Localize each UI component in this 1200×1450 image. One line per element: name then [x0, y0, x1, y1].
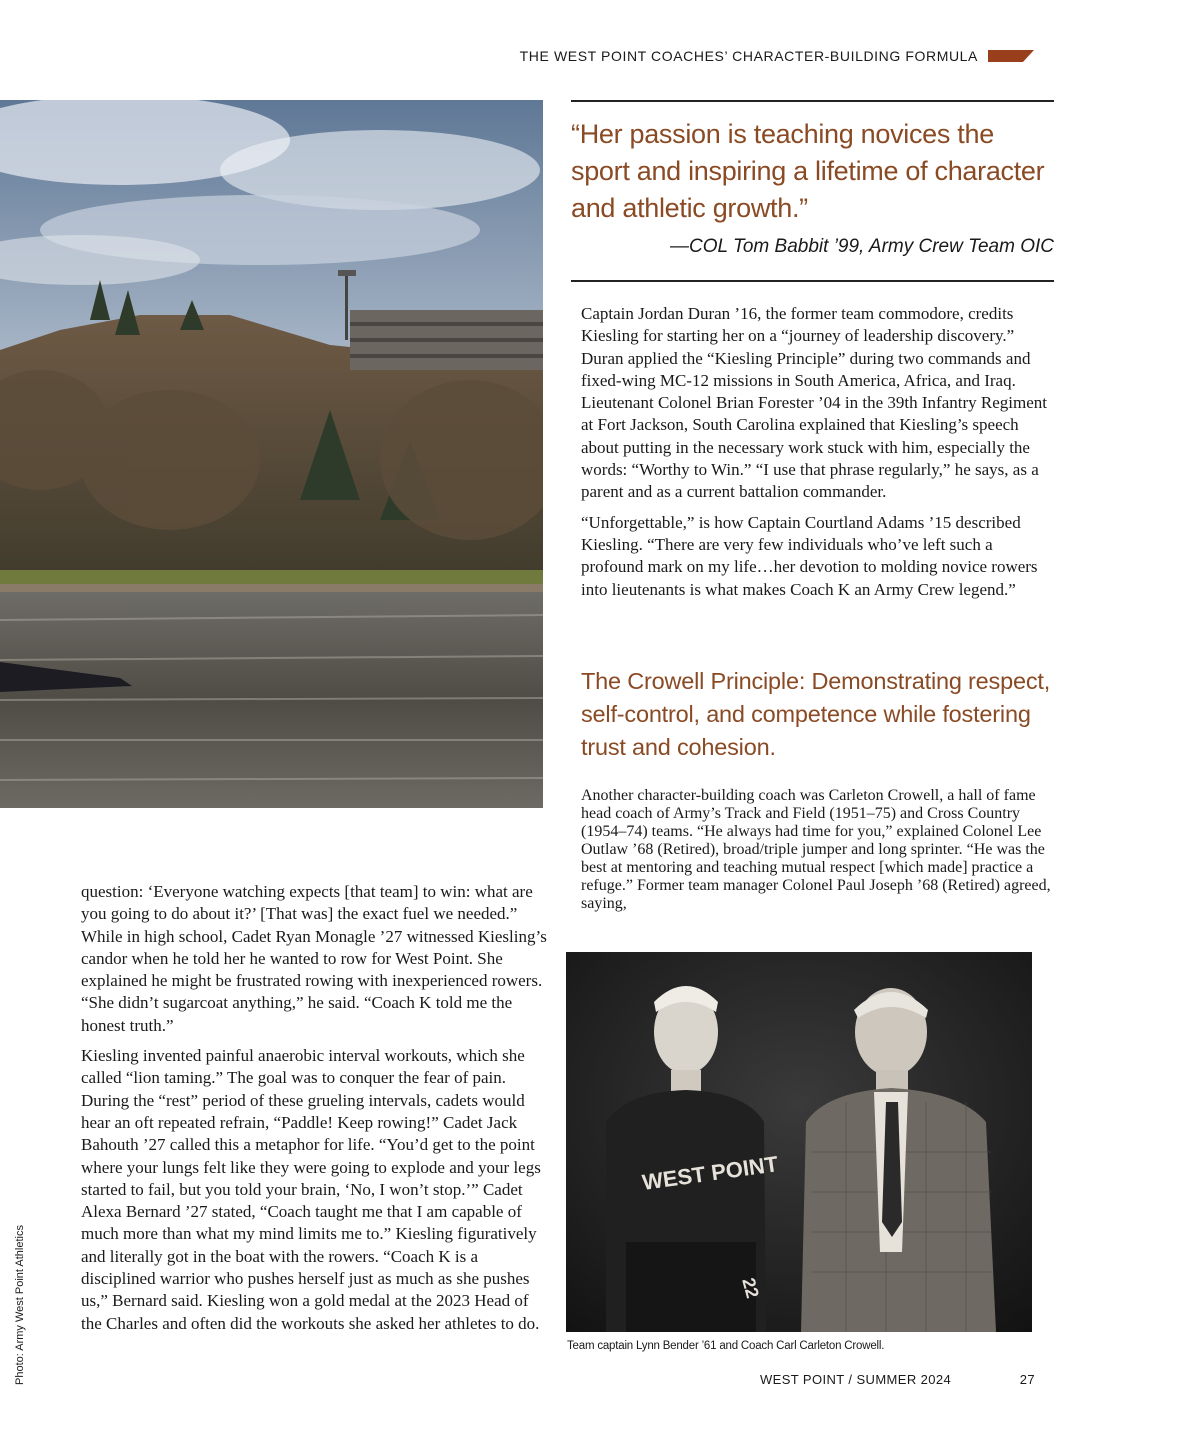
- pull-quote-attribution: —COL Tom Babbit ’99, Army Crew Team OIC: [670, 236, 1054, 257]
- rowing-river-photo: [0, 100, 543, 808]
- pull-quote: [571, 100, 1054, 282]
- paragraph: Another character-building coach was Carleton Crowell, a hall of fame head coach of Army’s Track and Field (1951–75) and Cross Country (1954–74) teams. “He always had time for you,” explained Colonel Lee Outlaw ’68 (Retired), broad/triple jumper and long sprinter. “He was the best at mentoring and teaching mutual respect [which made] practice a refuge.” Former team manager Colonel Paul Joseph ’68 (Retired) agreed, saying,: [581, 787, 1051, 912]
- paragraph: Kiesling invented painful anaerobic interval workouts, which she called “lion taming.” The goal was to conquer the fear of pain. During the “rest” period of these grueling intervals, cadets would hear an oft repeated refrain, “Paddle! Keep rowing!” Cadet Jack Bahouth ’27 called this a metaphor for life. “You’d get to the point where your lungs felt like they were going to explode and your legs started to fail, but you told your brain, ‘No, I won’t stop.’” Cadet Alexa Bernard ’27 stated, “Coach taught me that I am capable of much more than what my mind limits me to.” Kiesling figuratively and literally got in the boat with the rowers. “Coach K is a disciplined warrior who pushes herself just as much as she pushes us,” Bernard said. Kiesling won a gold medal at the 2023 Head of the Charles and often did the workouts she asked her athletes to do.: [81, 1046, 541, 1333]
- paragraph: “Unforgettable,” is how Captain Courtland Adams ’15 described Kiesling. “There are very few individuals who’ve left such a profound mark on my life…her devotion to molding novice rowers into lieutenants is what makes Coach K an Army Crew legend.”: [581, 512, 1038, 599]
- jersey-number: 22: [738, 1275, 763, 1301]
- page-footer: [760, 1372, 1035, 1392]
- paragraph: Captain Jordan Duran ’16, the former team commodore, credits Kiesling for starting her on a “journey of leadership discovery.” Duran applied the “Kiesling Principle” during two commands and fixed-wing MC-12 missions in South America, Africa, and Iraq. Lieutenant Colonel Brian Forester ’04 in the 39th Infantry Regiment at Fort Jackson, South Carolina explained that Kiesling’s speech about putting in the necessary work stuck with him, especially the words: “Worthy to Win.” “I use that phrase regularly,” he says, as a parent and as a current battalion commander.: [581, 304, 1047, 502]
- running-header: [400, 46, 1034, 66]
- page-number: 27: [1019, 1372, 1035, 1387]
- header-accent-bar: [988, 50, 1034, 62]
- right-column-text: [581, 303, 1051, 609]
- left-column-text: [81, 881, 553, 1343]
- right-column-section-text: [581, 771, 1051, 929]
- footer-publication: WEST POINT / SUMMER 2024: [760, 1372, 952, 1387]
- sweater-text: WEST POINT: [640, 1151, 780, 1196]
- header-title: THE WEST POINT COACHES’ CHARACTER-BUILDING FORMULA: [519, 48, 978, 64]
- pull-quote-text: “Her passion is teaching novices the sport and inspiring a lifetime of character and athletic growth.”: [571, 119, 1045, 223]
- coach-and-captain-photo: [566, 952, 1032, 1332]
- photo-caption: Team captain Lynn Bender ’61 and Coach Carl Carleton Crowell.: [567, 1340, 885, 1352]
- paragraph: question: ‘Everyone watching expects [that team] to win: what are you going to do about it?’ [That was] the exact fuel we needed.” While in high school, Cadet Ryan Monagle ’27 witnessed Kiesling’s candor when he told her he wanted to row for West Point. She explained he might be frustrated rowing with inexperienced rowers. “She didn’t sugarcoat anything,” he said. “Coach K told me the honest truth.”: [81, 882, 547, 1035]
- section-heading: The Crowell Principle: Demonstrating respect, self-control, and competence while fostering trust and cohesion.: [581, 668, 1051, 760]
- photo-credit: Photo: Army West Point Athletics: [14, 1225, 26, 1385]
